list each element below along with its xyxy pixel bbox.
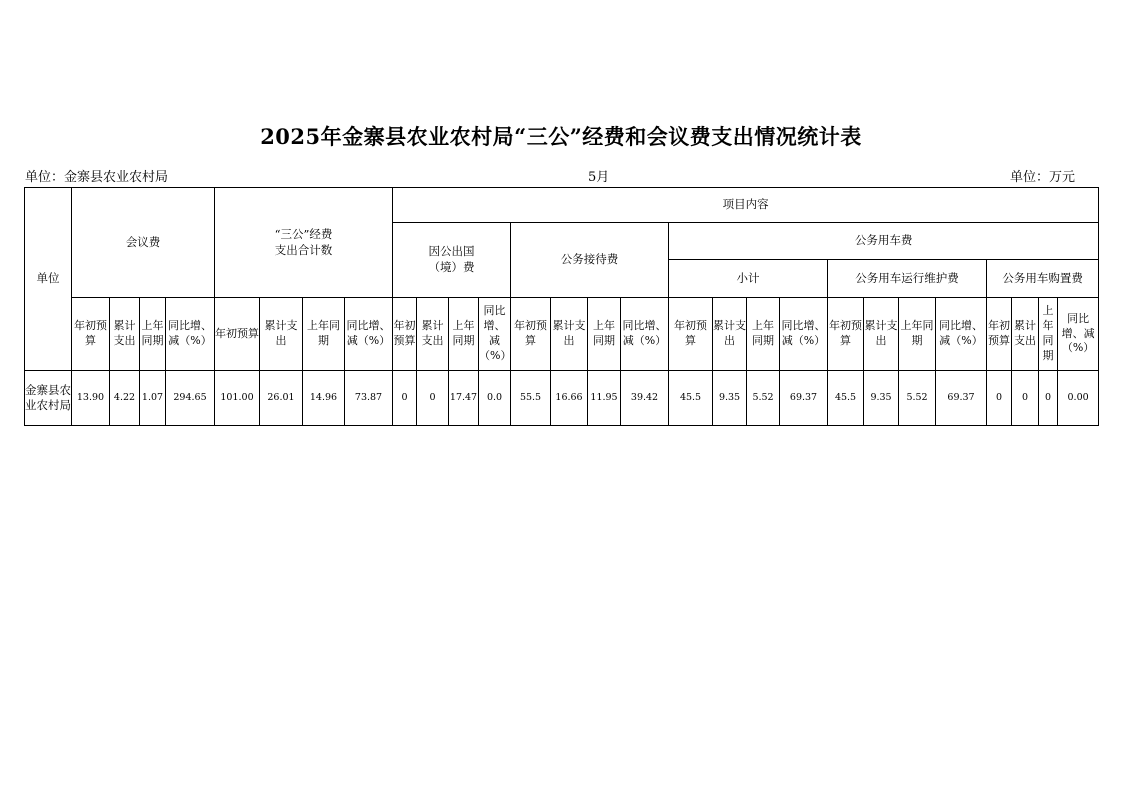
vehicle-purchase-last-year-header: 上年同期 (1039, 298, 1058, 371)
currency-label: 单位：万元 (1009, 170, 1075, 185)
vehicle-subtotal-cumulative-value: 9.35 (713, 371, 747, 426)
sangong-header (215, 188, 393, 298)
month-label: 5月 (588, 170, 610, 185)
vehicle-subtotal-budget-value: 45.5 (669, 371, 713, 426)
abroad-header-line1: 因公出国 (428, 244, 475, 259)
meeting-last-year-value: 1.07 (140, 371, 166, 426)
abroad-yoy-value: 0.0 (479, 371, 511, 426)
sangong-yoy-header: 同比增、减（%） (345, 298, 393, 371)
row-unit-name: 金寨县农业农村局 (25, 371, 72, 426)
meeting-cumulative-header: 累计支出 (110, 298, 140, 371)
sangong-cumulative-value: 26.01 (260, 371, 303, 426)
vehicle-operation-budget-value: 45.5 (828, 371, 864, 426)
reception-last-year-value: 11.95 (588, 371, 621, 426)
reception-last-year-header: 上年同期 (588, 298, 621, 371)
vehicle-purchase-header: 公务用车购置费 (987, 260, 1099, 298)
meeting-budget-header: 年初预算 (72, 298, 110, 371)
meta-line (25, 166, 1075, 186)
expense-table (24, 187, 1099, 426)
reception-budget-header: 年初预算 (511, 298, 551, 371)
vehicle-purchase-cumulative-value: 0 (1012, 371, 1039, 426)
vehicle-purchase-budget-header: 年初预算 (987, 298, 1012, 371)
vehicle-purchase-budget-value: 0 (987, 371, 1012, 426)
sangong-yoy-value: 73.87 (345, 371, 393, 426)
meeting-cumulative-value: 4.22 (110, 371, 140, 426)
vehicle-header: 公务用车费 (669, 223, 1099, 260)
vehicle-subtotal-header: 小计 (669, 260, 828, 298)
vehicle-operation-yoy-value: 69.37 (936, 371, 987, 426)
vehicle-subtotal-cumulative-header: 累计支出 (713, 298, 747, 371)
reception-cumulative-value: 16.66 (551, 371, 588, 426)
sangong-last-year-value: 14.96 (303, 371, 345, 426)
reception-budget-value: 55.5 (511, 371, 551, 426)
vehicle-subtotal-yoy-value: 69.37 (780, 371, 828, 426)
abroad-budget-header: 年初预算 (393, 298, 417, 371)
reception-header: 公务接待费 (511, 223, 669, 298)
vehicle-operation-header: 公务用车运行维护费 (828, 260, 987, 298)
vehicle-operation-cumulative-value: 9.35 (864, 371, 899, 426)
sangong-cumulative-header: 累计支出 (260, 298, 303, 371)
vehicle-operation-last-year-header: 上年同期 (899, 298, 936, 371)
unit-label: 单位：金寨县农业农村局 (25, 170, 169, 185)
vehicle-subtotal-last-year-header: 上年同期 (747, 298, 780, 371)
abroad-header (393, 223, 511, 298)
sangong-last-year-header: 上年同期 (303, 298, 345, 371)
reception-cumulative-header: 累计支出 (551, 298, 588, 371)
vehicle-purchase-yoy-value: 0.00 (1058, 371, 1099, 426)
meeting-last-year-header: 上年同期 (140, 298, 166, 371)
sangong-budget-value: 101.00 (215, 371, 260, 426)
abroad-budget-value: 0 (393, 371, 417, 426)
reception-yoy-header: 同比增、减（%） (621, 298, 669, 371)
project-content-header: 项目内容 (393, 188, 1099, 223)
vehicle-purchase-last-year-value: 0 (1039, 371, 1058, 426)
abroad-yoy-header: 同比增、减（%） (479, 298, 511, 371)
vehicle-subtotal-yoy-header: 同比增、减（%） (780, 298, 828, 371)
abroad-cumulative-value: 0 (417, 371, 449, 426)
unit-header: 单位 (25, 188, 72, 371)
vehicle-operation-last-year-value: 5.52 (899, 371, 936, 426)
abroad-last-year-value: 17.47 (449, 371, 479, 426)
meeting-header: 会议费 (72, 188, 215, 298)
document-title: 2025年金寨县农业农村局“三公”经费和会议费支出情况统计表 (260, 124, 862, 149)
reception-yoy-value: 39.42 (621, 371, 669, 426)
meeting-budget-value: 13.90 (72, 371, 110, 426)
abroad-header-line2: （境）费 (428, 260, 475, 274)
vehicle-operation-budget-header: 年初预算 (828, 298, 864, 371)
vehicle-subtotal-last-year-value: 5.52 (747, 371, 780, 426)
meeting-yoy-header: 同比增、减（%） (166, 298, 215, 371)
vehicle-operation-yoy-header: 同比增、减（%） (936, 298, 987, 371)
meeting-yoy-value: 294.65 (166, 371, 215, 426)
abroad-last-year-header: 上年同期 (449, 298, 479, 371)
sangong-budget-header: 年初预算 (215, 298, 260, 371)
sangong-header-line2: 支出合计数 (274, 242, 333, 257)
vehicle-purchase-yoy-header: 同比增、减（%） (1058, 298, 1099, 371)
vehicle-purchase-cumulative-header: 累计支出 (1012, 298, 1039, 371)
sangong-header-line1: “三公”经费 (274, 226, 333, 241)
vehicle-subtotal-budget-header: 年初预算 (669, 298, 713, 371)
vehicle-operation-cumulative-header: 累计支出 (864, 298, 899, 371)
abroad-cumulative-header: 累计支出 (417, 298, 449, 371)
